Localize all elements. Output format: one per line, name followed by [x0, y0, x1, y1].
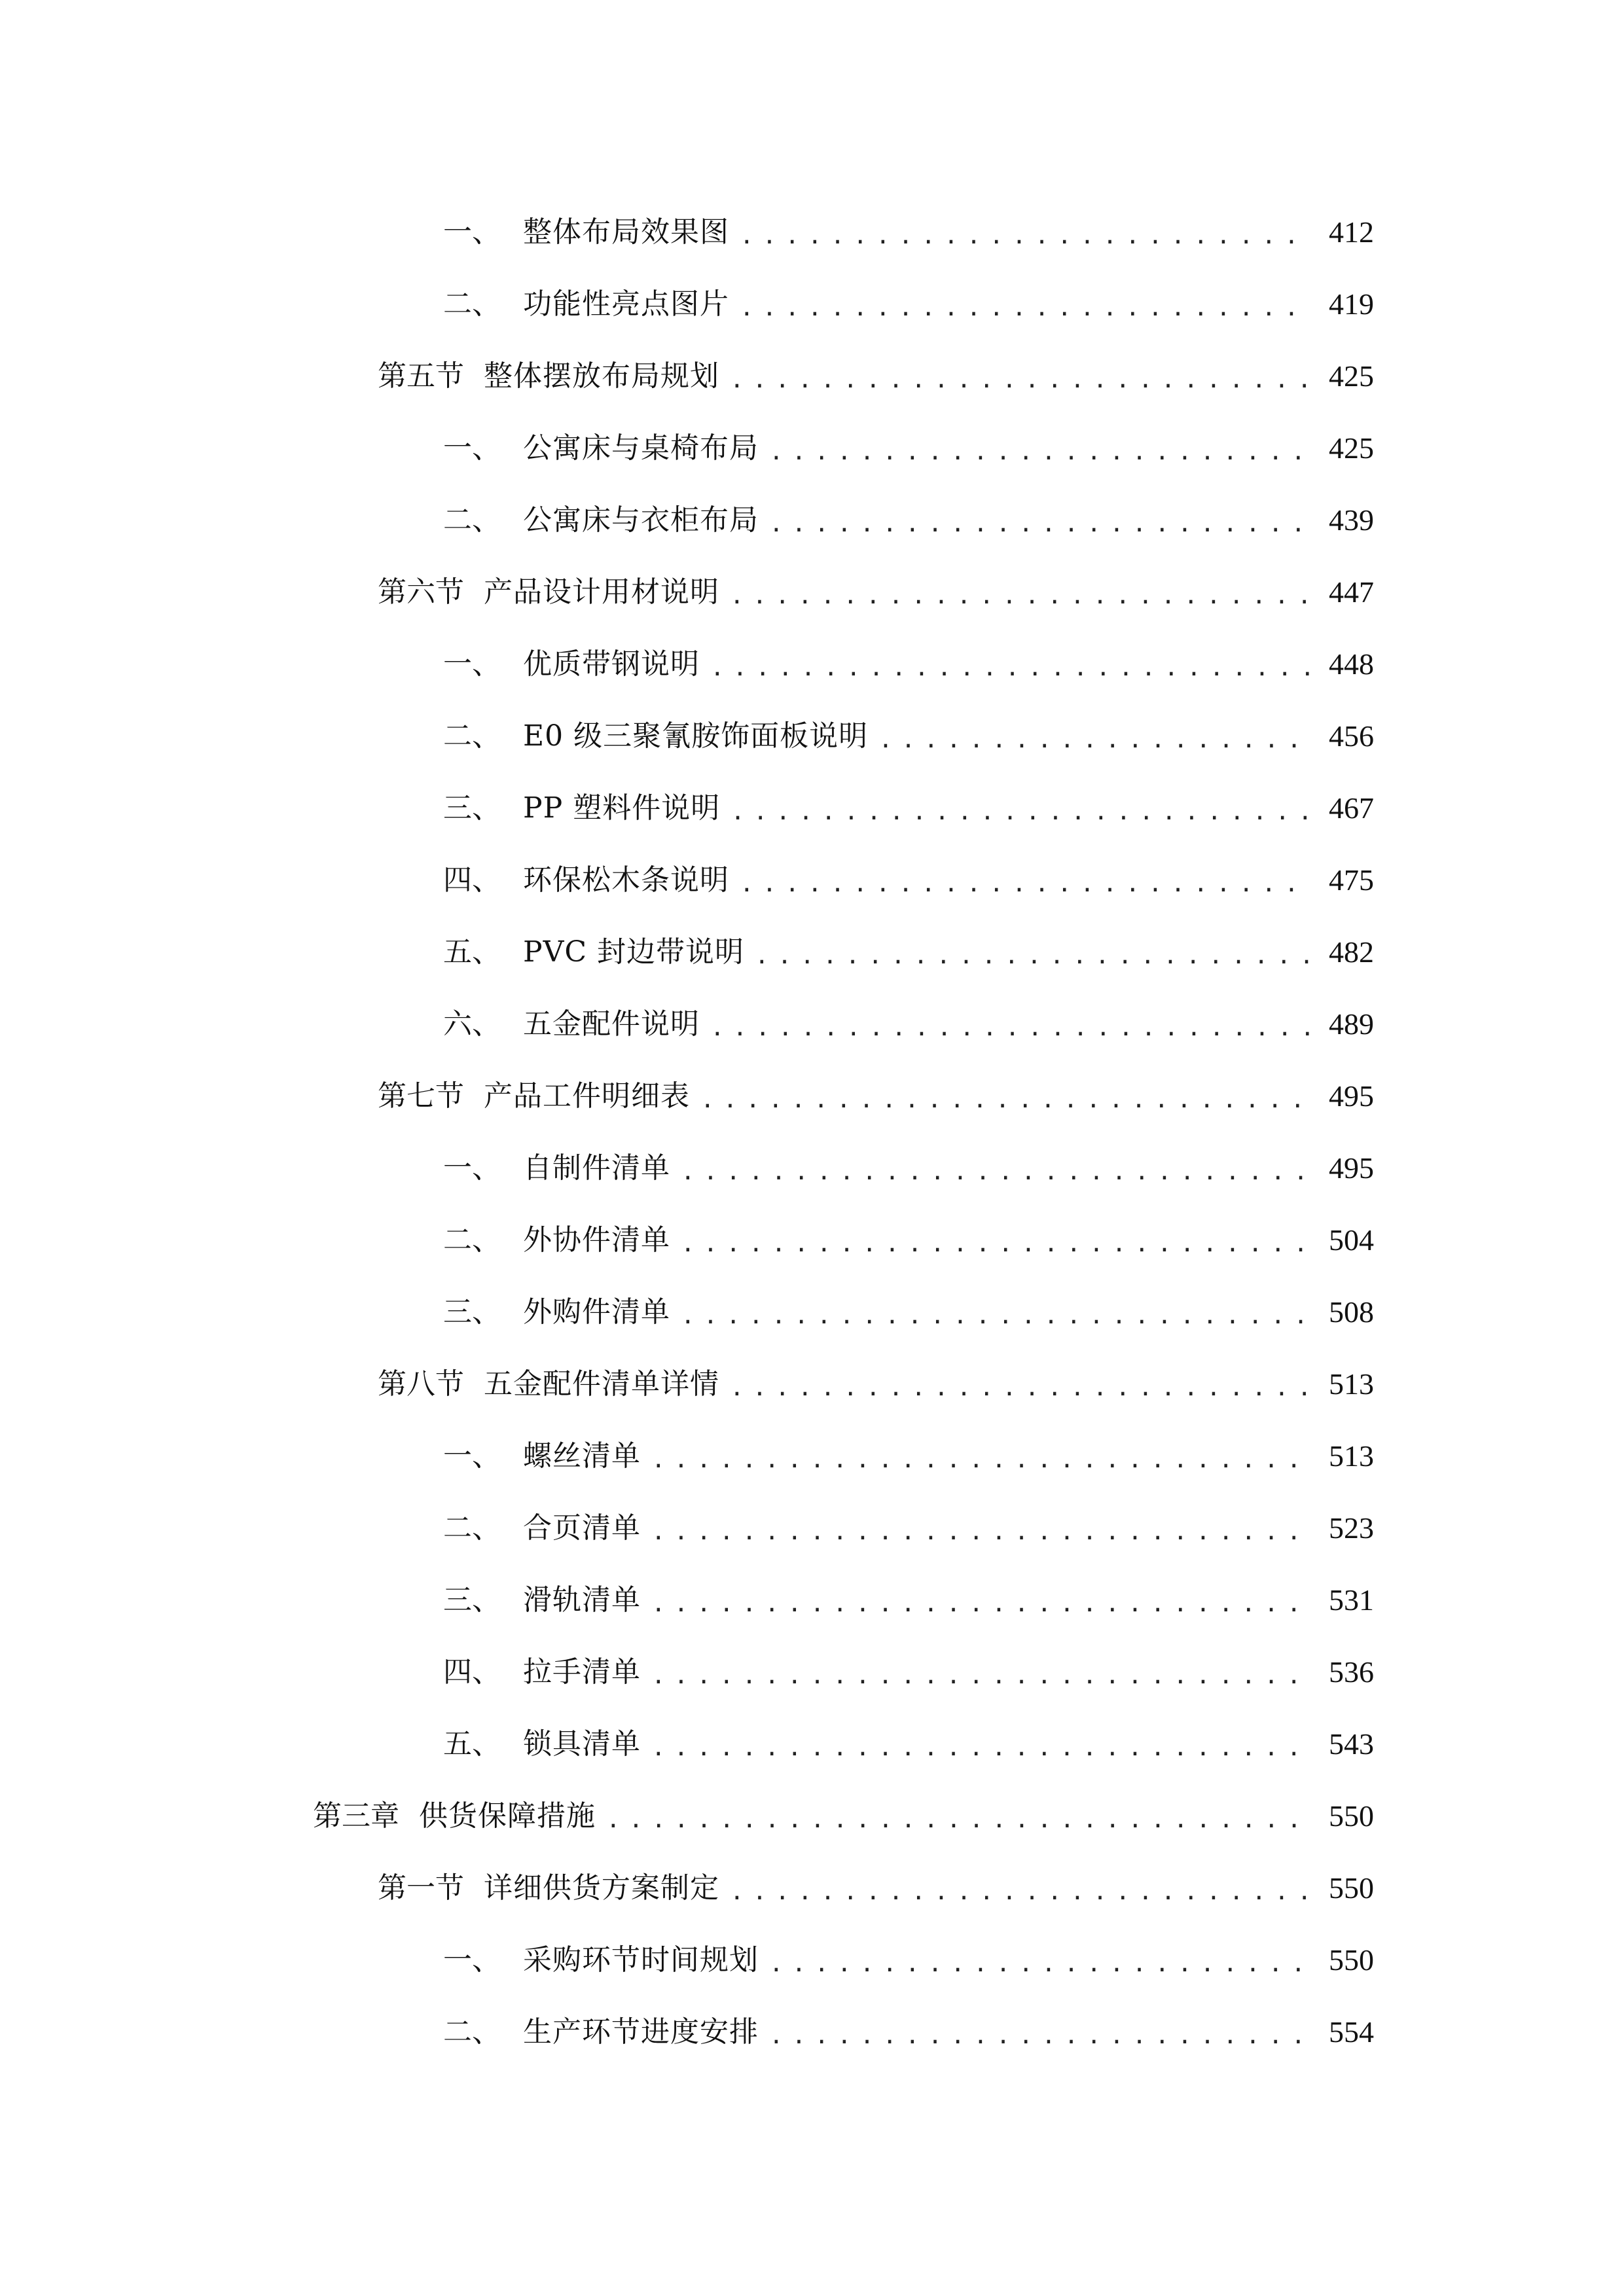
toc-page-number: 425 [1329, 359, 1374, 393]
toc-page-number: 495 [1329, 1151, 1374, 1185]
toc-dot-leader [740, 224, 1312, 248]
toc-entry-title: 公寓床与衣柜布局 [523, 503, 759, 537]
toc-entry[interactable] [443, 1996, 1374, 2068]
toc-page-number: 504 [1329, 1223, 1374, 1257]
toc-entry-title: 外购件清单 [523, 1295, 670, 1329]
toc-page-number: 550 [1329, 1871, 1374, 1905]
toc-dot-leader [651, 1448, 1312, 1472]
toc-entry[interactable] [443, 916, 1374, 988]
toc-page-number: 531 [1329, 1583, 1374, 1617]
toc-dot-leader [651, 1664, 1312, 1688]
toc-page-number: 550 [1329, 1799, 1374, 1833]
toc-entry-number: 三、 [443, 791, 501, 825]
toc-entry[interactable] [443, 1636, 1374, 1708]
toc-entry-title: 供货保障措施 [419, 1799, 596, 1833]
toc-entry-title: 详细供货方案制定 [484, 1871, 719, 1905]
toc-entry-title: 拉手清单 [523, 1655, 641, 1689]
toc-entry-title: 自制件清单 [523, 1151, 670, 1185]
toc-dot-leader [769, 2024, 1312, 2048]
toc-entry-number: 六、 [443, 1007, 501, 1041]
toc-page-number: 513 [1329, 1439, 1374, 1473]
toc-entry-number: 五、 [443, 935, 501, 969]
toc-entry-number: 二、 [443, 287, 501, 321]
toc-entry-title: 五金配件说明 [523, 1007, 700, 1041]
toc-entry[interactable] [378, 556, 1374, 628]
toc-dot-leader [681, 1160, 1312, 1184]
toc-entry-number: 四、 [443, 1655, 501, 1689]
toc-page-number: 523 [1329, 1511, 1374, 1545]
toc-dot-leader [730, 368, 1312, 392]
toc-page-number: 448 [1329, 647, 1374, 681]
toc-entry[interactable] [443, 1492, 1374, 1564]
toc-entry-title: 整体布局效果图 [523, 215, 729, 249]
toc-dot-leader [700, 1088, 1312, 1112]
toc-page-number: 456 [1329, 719, 1374, 753]
toc-entry[interactable] [443, 1420, 1374, 1492]
toc-page-number: 489 [1329, 1007, 1374, 1041]
toc-page-number: 412 [1329, 215, 1374, 249]
toc-entry[interactable] [443, 196, 1374, 268]
toc-dot-leader [651, 1736, 1312, 1760]
toc-entry[interactable] [378, 1060, 1374, 1132]
toc-dot-leader [878, 728, 1312, 752]
toc-entry-title: 螺丝清单 [523, 1439, 641, 1473]
toc-entry-number: 五、 [443, 1727, 501, 1761]
toc-dot-leader [681, 1304, 1312, 1328]
toc-dot-leader [740, 872, 1312, 896]
toc-entry[interactable] [443, 268, 1374, 340]
toc-entry-title: PP 塑料件说明 [523, 791, 721, 825]
toc-page-number: 554 [1329, 2015, 1374, 2049]
toc-entry-number: 第一节 [378, 1871, 464, 1905]
toc-dot-leader [710, 656, 1312, 680]
toc-page-number: 447 [1329, 575, 1374, 609]
toc-dot-leader [730, 1376, 1312, 1400]
toc-entry[interactable] [378, 1348, 1374, 1420]
toc-dot-leader [769, 512, 1312, 536]
toc-entry-title: 采购环节时间规划 [523, 1943, 759, 1977]
toc-entry[interactable] [443, 1564, 1374, 1636]
toc-entry-number: 四、 [443, 863, 501, 897]
toc-entry-title: 产品设计用材说明 [484, 575, 719, 609]
toc-entry-number: 一、 [443, 1439, 501, 1473]
toc-dot-leader [769, 440, 1312, 464]
toc-dot-leader [755, 944, 1312, 968]
toc-entry-number: 一、 [443, 1151, 501, 1185]
toc-page-number: 543 [1329, 1727, 1374, 1761]
toc-page-number: 536 [1329, 1655, 1374, 1689]
toc-entry-number: 二、 [443, 503, 501, 537]
toc-entry-title: 环保松木条说明 [523, 863, 729, 897]
toc-page-number: 425 [1329, 431, 1374, 465]
toc-dot-leader [740, 296, 1312, 320]
toc-entry[interactable] [443, 988, 1374, 1060]
toc-entry[interactable] [313, 1780, 1374, 1852]
toc-entry-number: 一、 [443, 215, 501, 249]
toc-entry-title: 优质带钢说明 [523, 647, 700, 681]
toc-entry-number: 一、 [443, 647, 501, 681]
toc-entry-number: 三、 [443, 1583, 501, 1617]
toc-entry-number: 一、 [443, 431, 501, 465]
toc-entry[interactable] [443, 412, 1374, 484]
toc-dot-leader [606, 1808, 1312, 1832]
toc-dot-leader [651, 1520, 1312, 1544]
toc-dot-leader [730, 1880, 1312, 1904]
toc-entry[interactable] [443, 1276, 1374, 1348]
toc-entry-number: 二、 [443, 1223, 501, 1257]
toc-dot-leader [651, 1592, 1312, 1616]
toc-page-number: 419 [1329, 287, 1374, 321]
toc-entry-title: 合页清单 [523, 1511, 641, 1545]
toc-entry-number: 第六节 [378, 575, 464, 609]
toc-dot-leader [710, 1016, 1312, 1040]
toc-entry-number: 一、 [443, 1943, 501, 1977]
toc-entry[interactable] [443, 1924, 1374, 1996]
toc-entry-number: 三、 [443, 1295, 501, 1329]
toc-page-number: 475 [1329, 863, 1374, 897]
toc-entry-number: 第七节 [378, 1079, 464, 1113]
toc-entry-title: 公寓床与桌椅布局 [523, 431, 759, 465]
toc-page-number: 508 [1329, 1295, 1374, 1329]
toc-entry[interactable] [443, 1132, 1374, 1204]
toc-entry-title: 产品工件明细表 [484, 1079, 690, 1113]
toc-page-number: 482 [1329, 935, 1374, 969]
toc-entry-title: PVC 封边带说明 [523, 935, 745, 969]
toc-entry-title: 生产环节进度安排 [523, 2015, 759, 2049]
toc-entry-number: 第三章 [313, 1799, 399, 1833]
toc-entry[interactable] [443, 772, 1374, 844]
toc-entry-title: 滑轨清单 [523, 1583, 641, 1617]
toc-entry[interactable] [443, 484, 1374, 556]
toc-dot-leader [769, 1952, 1312, 1976]
toc-entry-title: E0 级三聚氰胺饰面板说明 [523, 719, 869, 753]
toc-dot-leader [731, 800, 1312, 824]
toc-entry-number: 二、 [443, 719, 501, 753]
toc-entry-number: 二、 [443, 2015, 501, 2049]
toc-entry[interactable] [378, 340, 1374, 412]
toc-entry-title: 整体摆放布局规划 [484, 359, 719, 393]
toc-page-number: 439 [1329, 503, 1374, 537]
toc-entry[interactable] [443, 1708, 1374, 1780]
toc-entry-title: 外协件清单 [523, 1223, 670, 1257]
toc-entry[interactable] [378, 1852, 1374, 1924]
toc-page-number: 495 [1329, 1079, 1374, 1113]
toc-entry[interactable] [443, 628, 1374, 700]
toc-page-number: 550 [1329, 1943, 1374, 1977]
toc-entry-number: 第五节 [378, 359, 464, 393]
toc-entry-title: 五金配件清单详情 [484, 1367, 719, 1401]
toc-page-number: 467 [1329, 791, 1374, 825]
toc-dot-leader [730, 584, 1312, 608]
toc-page-number: 513 [1329, 1367, 1374, 1401]
toc-entry[interactable] [443, 844, 1374, 916]
toc-entry-number: 第八节 [378, 1367, 464, 1401]
toc-entry-title: 功能性亮点图片 [523, 287, 729, 321]
toc-entry[interactable] [443, 700, 1374, 772]
toc-dot-leader [681, 1232, 1312, 1256]
toc-entry[interactable] [443, 1204, 1374, 1276]
toc-entry-title: 锁具清单 [523, 1727, 641, 1761]
toc-entry-number: 二、 [443, 1511, 501, 1545]
